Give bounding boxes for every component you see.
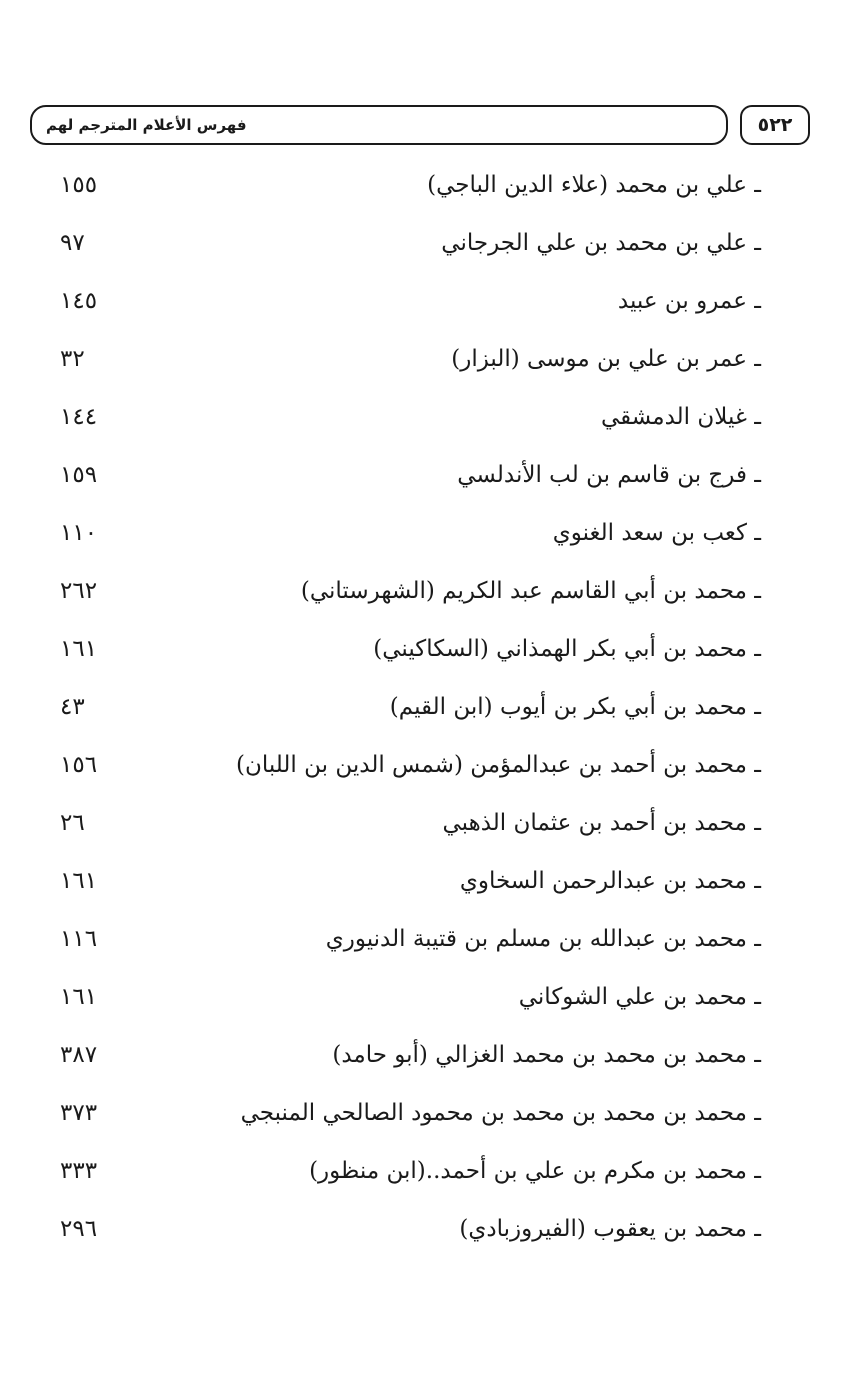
index-entry — [0, 1146, 867, 1204]
entry-page-number: ٣٢ — [60, 346, 85, 372]
index-entry — [0, 624, 867, 682]
entry-name: ـ محمد بن أحمد بن عبدالمؤمن (شمس الدين بن اللبان) — [236, 752, 761, 778]
index-entry — [0, 914, 867, 972]
entry-name: ـ فرج بن قاسم بن لب الأندلسي — [457, 462, 761, 488]
entry-page-number: ١٥٩ — [60, 462, 98, 488]
entry-page-number: ١٤٥ — [60, 288, 98, 314]
entry-page-number: ١٦١ — [60, 636, 98, 662]
index-entry — [0, 740, 867, 798]
index-entry — [0, 450, 867, 508]
running-title: فهرس الأعلام المترجم لهم — [46, 116, 247, 134]
index-entry — [0, 508, 867, 566]
entry-page-number: ٩٧ — [60, 230, 85, 256]
index-entry — [0, 218, 867, 276]
entry-page-number: ٤٣ — [60, 694, 85, 720]
entry-name: ـ غيلان الدمشقي — [600, 404, 761, 430]
entry-page-number: ٣٨٧ — [60, 1042, 98, 1068]
entry-name: ـ محمد بن علي الشوكاني — [518, 984, 761, 1010]
index-entry — [0, 334, 867, 392]
index-entry — [0, 972, 867, 1030]
entry-name: ـ محمد بن عبدالرحمن السخاوي — [459, 868, 761, 894]
entry-page-number: ٢٦ — [60, 810, 85, 836]
index-entry — [0, 1204, 867, 1262]
index-entry — [0, 682, 867, 740]
entry-name: ـ محمد بن يعقوب (الفيروزبادي) — [459, 1216, 761, 1242]
index-entry — [0, 798, 867, 856]
entry-page-number: ١١٠ — [60, 520, 98, 546]
entry-page-number: ١٦١ — [60, 868, 98, 894]
entry-page-number: ١١٦ — [60, 926, 98, 952]
index-entry — [0, 856, 867, 914]
entry-page-number: ١٤٤ — [60, 404, 98, 430]
entry-name: ـ علي بن محمد (علاء الدين الباجي) — [427, 172, 761, 198]
running-title-frame — [30, 105, 728, 145]
index-entry — [0, 1030, 867, 1088]
entry-name: ـ محمد بن عبدالله بن مسلم بن قتيبة الدنيوري — [325, 926, 761, 952]
index-entry — [0, 160, 867, 218]
page-header — [30, 105, 810, 151]
entry-name: ـ محمد بن أبي بكر بن أيوب (ابن القيم) — [389, 694, 761, 720]
index-entry — [0, 392, 867, 450]
index-entry — [0, 566, 867, 624]
entry-page-number: ١٥٦ — [60, 752, 98, 778]
entry-name: ـ كعب بن سعد الغنوي — [552, 520, 761, 546]
page-number-frame — [740, 105, 810, 145]
entry-name: ـ عمر بن علي بن موسى (البزار) — [451, 346, 761, 372]
entry-name: ـ محمد بن محمد بن محمد بن محمود الصالحي المنبجي — [240, 1100, 761, 1126]
index-entry — [0, 1088, 867, 1146]
index-entry — [0, 276, 867, 334]
entry-name: ـ عمرو بن عبيد — [617, 288, 761, 314]
entry-name: ـ محمد بن محمد بن محمد الغزالي (أبو حامد) — [332, 1042, 761, 1068]
entry-page-number: ١٦١ — [60, 984, 98, 1010]
entry-page-number: ١٥٥ — [60, 172, 98, 198]
entry-page-number: ٢٩٦ — [60, 1216, 98, 1242]
entry-page-number: ٣٧٣ — [60, 1100, 98, 1126]
entry-name: ـ محمد بن أبي بكر الهمذاني (السكاكيني) — [373, 636, 761, 662]
entry-name: ـ محمد بن أبي القاسم عبد الكريم (الشهرستاني) — [300, 578, 761, 604]
entry-name: ـ محمد بن مكرم بن علي بن أحمد..(ابن منظور) — [309, 1158, 761, 1184]
page-number: ٥٢٢ — [757, 114, 793, 136]
index-list — [0, 160, 867, 1262]
entry-page-number: ٢٦٢ — [60, 578, 98, 604]
entry-page-number: ٣٣٣ — [60, 1158, 98, 1184]
entry-name: ـ محمد بن أحمد بن عثمان الذهبي — [442, 810, 761, 836]
entry-name: ـ علي بن محمد بن علي الجرجاني — [441, 230, 761, 256]
